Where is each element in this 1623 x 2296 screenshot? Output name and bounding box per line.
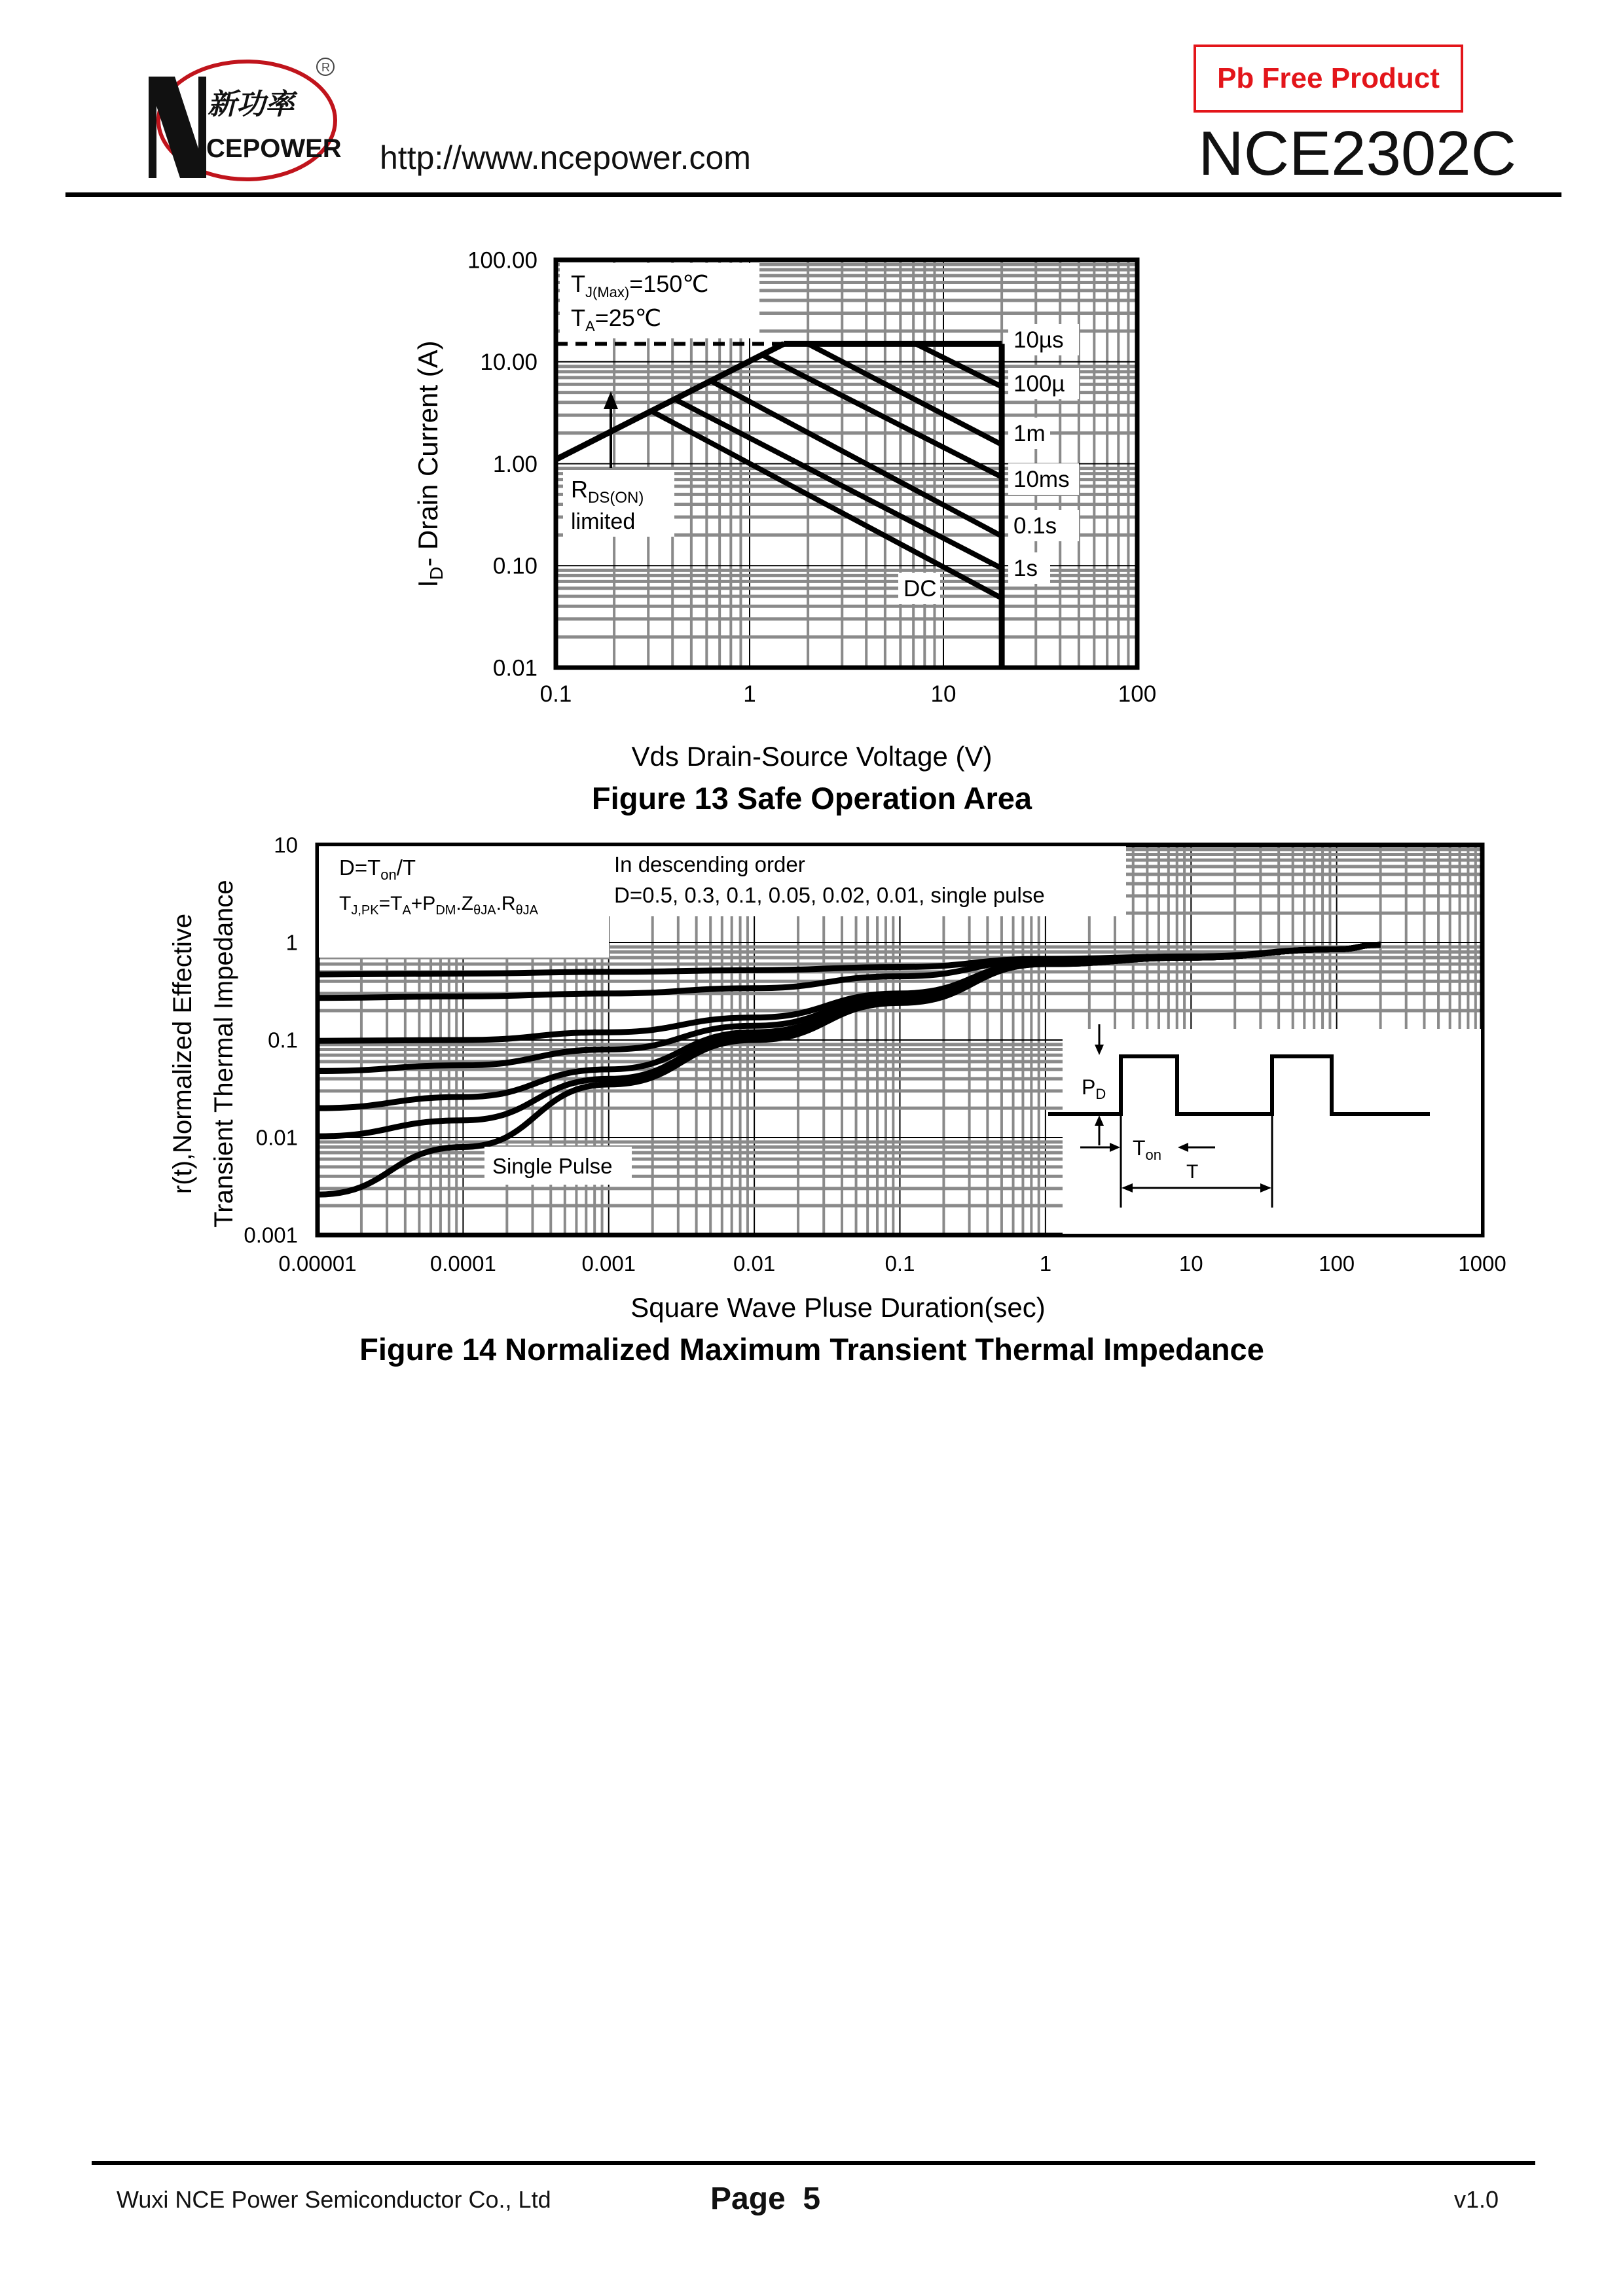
svg-text:PD: $P_D$: [1082, 1075, 1106, 1102]
series-label: 1s: [1013, 556, 1038, 581]
series-label: 1m: [1013, 421, 1046, 446]
y-tick-label: 0.1: [268, 1028, 298, 1052]
pb-free-label: Pb Free Product: [1217, 62, 1440, 94]
svg-text:RDS(ON): $R_{DS(ON)}$: [571, 476, 644, 507]
x-tick-label: 100: [1118, 681, 1157, 707]
part-number: NCE2302C: [1198, 118, 1516, 188]
footer-company: Wuxi NCE Power Semiconductor Co., Ltd: [117, 2186, 551, 2213]
x-tick-label: 1: [1039, 1251, 1052, 1276]
x-tick-label: 0.01: [733, 1251, 776, 1276]
x-tick-label: 0.00001: [278, 1251, 357, 1276]
svg-text:D=Ton/T: $D=T_{on}/T$: [339, 855, 416, 883]
website-url[interactable]: http://www.ncepower.com: [380, 139, 751, 176]
footer-version: v1.0: [1453, 2186, 1499, 2213]
x-tick-label: 10: [1178, 1251, 1203, 1276]
soa-line-01s: [674, 399, 1002, 569]
y-tick-label: 1: [285, 930, 298, 955]
x-tick-label: 0.1: [539, 681, 572, 707]
svg-text:In descending order: In descending order: [614, 852, 805, 876]
logo-chinese: 新功率: [208, 88, 294, 120]
svg-text:Single Pulse: Single Pulse: [492, 1154, 613, 1178]
figure-13-caption: Figure 13 Safe Operation Area: [591, 781, 1032, 816]
pulse-waveform-inset: [1048, 1024, 1481, 1234]
soa-x-label: Vds Drain-Source Voltage (V): [631, 741, 993, 772]
x-tick-label: 10: [930, 681, 957, 707]
y-tick-label: 0.001: [244, 1223, 298, 1247]
series-label: 10ms: [1013, 467, 1070, 492]
svg-text:R: R: [321, 61, 330, 74]
thermal-y-label-line2: Transient Thermal Impedance: [210, 880, 238, 1228]
series-label: 100µ: [1013, 371, 1065, 397]
thermal-y-label-line1: r(t),Normalized Effective: [168, 913, 197, 1194]
page-label: Page: [710, 2181, 786, 2216]
figure-14-caption: Figure 14 Normalized Maximum Transient Thermal Impedance: [359, 1332, 1264, 1367]
x-tick-label: 0.1: [884, 1251, 915, 1276]
x-tick-label: 100: [1319, 1251, 1355, 1276]
series-label: DC: [903, 576, 937, 601]
footer-divider: [92, 2161, 1535, 2165]
svg-text:T: T: [1186, 1161, 1199, 1183]
svg-text:limited: limited: [571, 509, 636, 534]
y-tick-label: 1.00: [492, 451, 538, 477]
series-label: 10µs: [1013, 327, 1064, 353]
svg-text:TJ(Max)=150℃: $T_{J(Max)}=150℃$: [571, 270, 709, 300]
y-tick-label: 100.00: [467, 247, 538, 274]
svg-text:D=0.5, 0.3, 0.1, 0.05, 0.02, 0: D=0.5, 0.3, 0.1, 0.05, 0.02, 0.01, single pulse: [614, 883, 1045, 907]
y-tick-label: 10: [274, 833, 298, 857]
footer-page: [710, 2181, 820, 2217]
y-tick-label: 0.10: [492, 553, 538, 579]
svg-text:TA=25℃: $T_A=25℃$: [571, 304, 662, 334]
y-tick-label: 0.01: [492, 655, 538, 681]
soa-y-label: ID- Drain Current (A): [412, 340, 447, 588]
x-tick-label: 1000: [1458, 1251, 1506, 1276]
page-number: 5: [803, 2181, 821, 2216]
x-tick-label: 0.0001: [429, 1251, 496, 1276]
series-label: 0.1s: [1013, 513, 1057, 539]
thermal-x-label: Square Wave Pluse Duration(sec): [630, 1292, 1046, 1323]
y-tick-label: 0.01: [255, 1125, 298, 1150]
svg-text:TJ,PK=TA+PDM.ZθJA.RθJA: $T_{J,PK}=T_A+P_{DM}.Z_{\theta JA}.R_{\theta JA}$: [339, 893, 539, 918]
x-tick-label: 0.001: [581, 1251, 636, 1276]
svg-text:Ton: $T_{on}$: [1133, 1136, 1162, 1163]
y-tick-label: 10.00: [480, 350, 538, 375]
x-tick-label: 1: [743, 681, 756, 707]
logo-text: CEPOWER: [206, 134, 342, 163]
